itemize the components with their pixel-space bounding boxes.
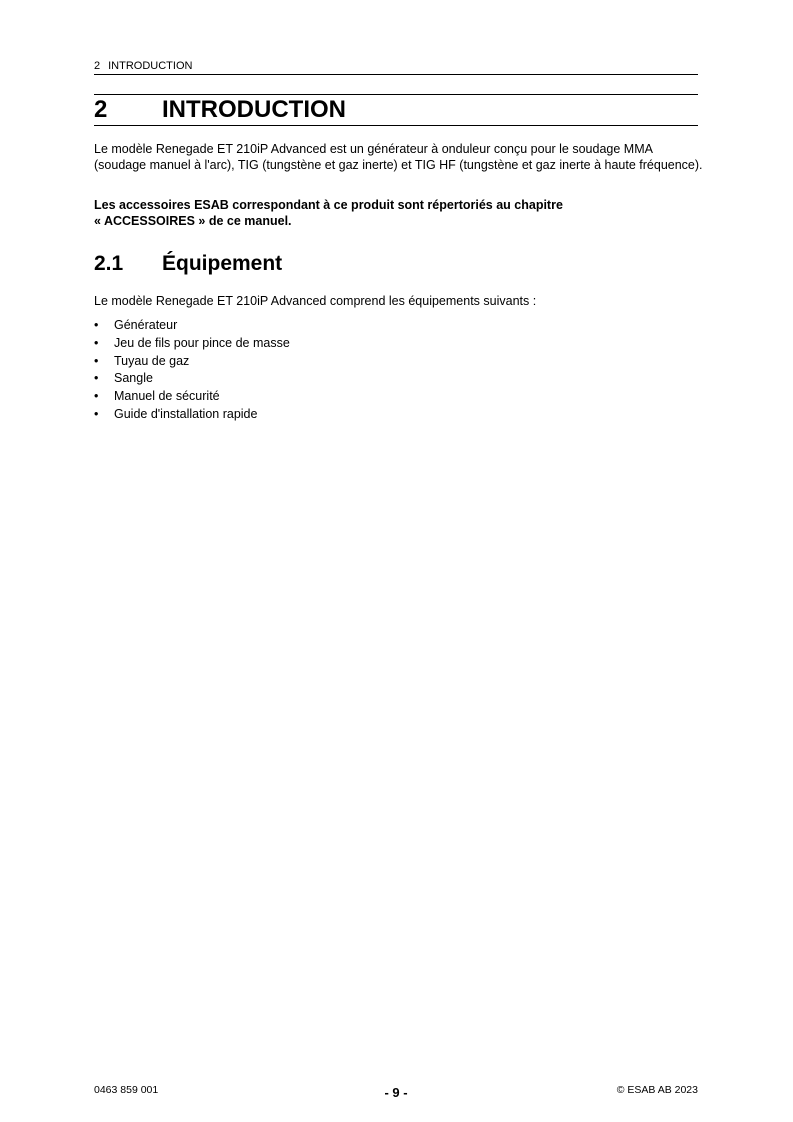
list-item-label: Tuyau de gaz xyxy=(114,353,190,368)
list-item xyxy=(94,335,694,353)
accessories-note-line-1: Les accessoires ESAB correspondant à ce produit sont répertoriés au chapitre xyxy=(94,198,563,212)
footer-copyright: © ESAB AB 2023 xyxy=(616,1084,698,1096)
footer-doc-number: 0463 859 001 xyxy=(94,1084,159,1096)
section-number: 2.1 xyxy=(94,252,124,275)
list-item xyxy=(94,388,694,406)
intro-paragraph: Le modèle Renegade ET 210iP Advanced est un générateur à onduleur conçu pour le soudage MMA (soudage manuel à l'arc), TIG (tungstène et gaz inerte) et TIG HF (tungstène et gaz inerte à haute fréquence). xyxy=(94,142,703,172)
list-item xyxy=(94,406,694,424)
accessories-note xyxy=(94,198,704,229)
list-item-label: Manuel de sécurité xyxy=(114,389,220,404)
bullet-icon: • xyxy=(94,353,99,368)
chapter-number: 2 xyxy=(94,96,108,123)
bullet-icon: • xyxy=(94,371,99,386)
list-item-label: Sangle xyxy=(114,371,153,386)
list-item xyxy=(94,317,694,335)
list-item xyxy=(94,370,694,388)
footer-page-number: - 9 - xyxy=(384,1085,408,1100)
equipment-list xyxy=(94,317,694,424)
list-item-label: Jeu de fils pour pince de masse xyxy=(114,335,290,350)
bullet-icon: • xyxy=(94,335,99,350)
running-header-number: 2 xyxy=(94,60,101,72)
section-heading xyxy=(94,251,698,279)
list-item-label: Générateur xyxy=(114,318,178,332)
section-title: Équipement xyxy=(162,252,283,275)
list-item-label: Guide d'installation rapide xyxy=(114,406,258,421)
equipment-lead: Le modèle Renegade ET 210iP Advanced comprend les équipements suivants : xyxy=(94,294,537,308)
chapter-title: INTRODUCTION xyxy=(162,96,346,123)
running-header-title: INTRODUCTION xyxy=(108,60,193,72)
bullet-icon: • xyxy=(94,406,99,421)
running-header xyxy=(94,60,698,75)
bullet-icon: • xyxy=(94,389,99,404)
bullet-icon: • xyxy=(94,318,99,332)
accessories-note-line-2: « ACCESSOIRES » de ce manuel. xyxy=(94,213,292,228)
chapter-heading xyxy=(94,94,698,126)
list-item xyxy=(94,353,694,371)
